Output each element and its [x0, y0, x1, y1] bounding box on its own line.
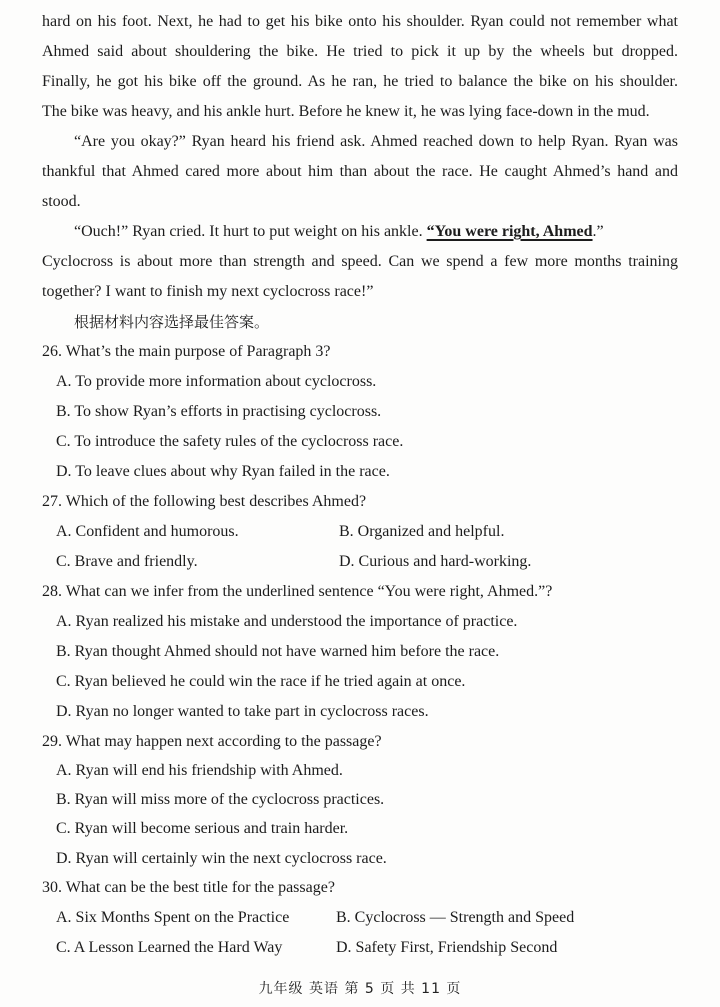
passage-quote-end: .” [592, 223, 604, 240]
passage-quote-start: “Ouch!” Ryan cried. It hurt to put weight on his ankle. [74, 223, 427, 240]
answer-option: A. Ryan realized his mistake and understood the importance of practice. [56, 613, 518, 630]
answer-option: C. Brave and friendly. [56, 553, 198, 570]
passage-line: “Are you okay?” Ryan heard his friend ask. Ahmed reached down to help Ryan. Ryan was [74, 133, 678, 150]
passage-line: Finally, he got his bike off the ground. As he ran, he tried to balance the bike on his shoulder. [42, 73, 678, 90]
passage-line: together? I want to finish my next cyclocross race!” [42, 283, 374, 300]
answer-option: A. Confident and humorous. [56, 523, 239, 540]
answer-option: A. Six Months Spent on the Practice [56, 909, 290, 926]
answer-option: B. Ryan will miss more of the cyclocross practices. [56, 791, 385, 808]
answer-option: D. Curious and hard-working. [339, 553, 532, 570]
answer-option: B. Ryan thought Ahmed should not have warned him before the race. [56, 643, 500, 660]
answer-option: D. Ryan no longer wanted to take part in cyclocross races. [56, 703, 429, 720]
underlined-sentence: “You were right, Ahmed [426, 223, 593, 240]
answer-option: D. Ryan will certainly win the next cyclocross race. [56, 850, 387, 867]
passage-quote-line [74, 222, 604, 242]
answer-option: C. To introduce the safety rules of the cyclocross race. [56, 433, 404, 450]
passage-line: Ahmed said about shouldering the bike. He tried to pick it up by the wheels but dropped. [42, 43, 678, 60]
page-footer: 九年级 英语 第 5 页 共 11 页 [258, 981, 462, 997]
question-stem: 27. Which of the following best describes Ahmed? [42, 493, 367, 510]
answer-option: D. Safety First, Friendship Second [336, 939, 558, 956]
passage-line: The bike was heavy, and his ankle hurt. Before he knew it, he was lying face-down in the mud. [42, 103, 650, 120]
answer-option: B. Organized and helpful. [339, 523, 505, 540]
answer-option: A. To provide more information about cyclocross. [56, 373, 377, 390]
question-stem: 29. What may happen next according to the passage? [42, 733, 382, 750]
question-stem: 28. What can we infer from the underlined sentence “You were right, Ahmed.”? [42, 583, 553, 600]
answer-option: B. Cyclocross — Strength and Speed [336, 909, 575, 926]
question-stem: 26. What’s the main purpose of Paragraph 3? [42, 343, 331, 360]
passage-line: thankful that Ahmed cared more about him than about the race. He caught Ahmed’s hand and [42, 163, 678, 180]
question-stem: 30. What can be the best title for the passage? [42, 879, 335, 896]
answer-option: A. Ryan will end his friendship with Ahmed. [56, 762, 343, 779]
answer-option: D. To leave clues about why Ryan failed in the race. [56, 463, 390, 480]
answer-option: C. Ryan believed he could win the race if he tried again at once. [56, 673, 466, 690]
answer-option: C. A Lesson Learned the Hard Way [56, 939, 283, 956]
answer-option: C. Ryan will become serious and train harder. [56, 820, 349, 837]
instruction-text: 根据材料内容选择最佳答案。 [74, 313, 270, 331]
answer-option: B. To show Ryan’s efforts in practising cyclocross. [56, 403, 382, 420]
passage-line: stood. [42, 193, 81, 210]
passage-line: Cyclocross is about more than strength and speed. Can we spend a few more months training [42, 253, 678, 270]
passage-line: hard on his foot. Next, he had to get his bike onto his shoulder. Ryan could not remember what [42, 13, 678, 30]
